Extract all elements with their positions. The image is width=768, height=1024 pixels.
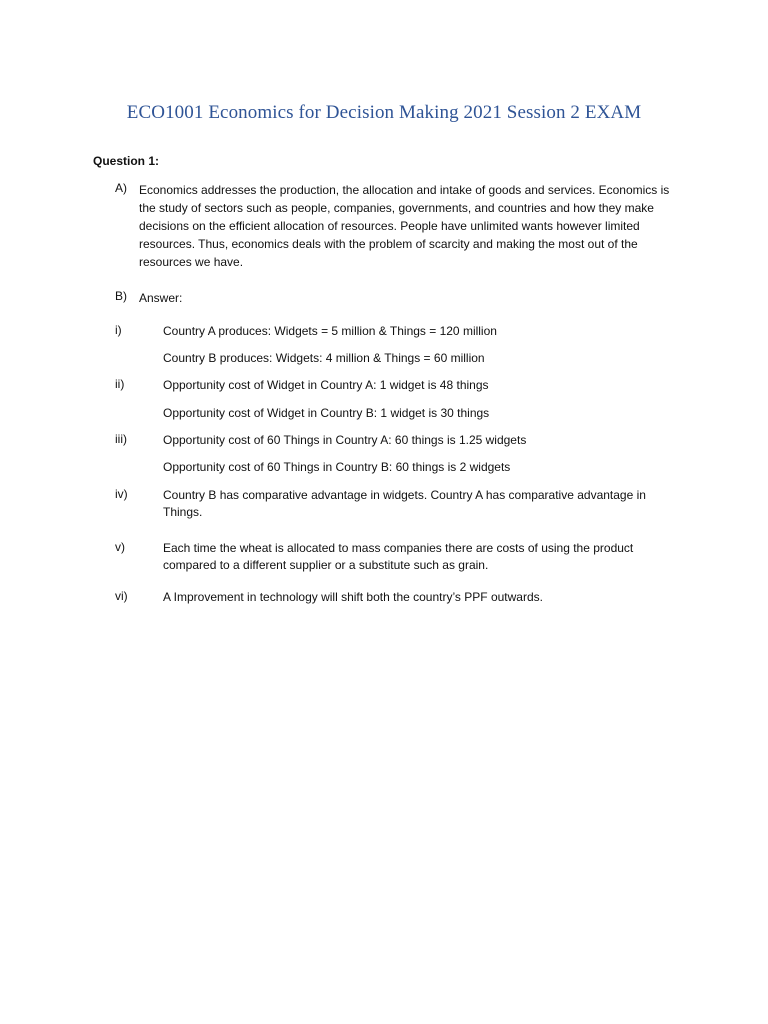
item-number: ii) bbox=[115, 377, 125, 391]
item-line: Opportunity cost of Widget in Country A: 1 widget is 48 things bbox=[163, 378, 489, 392]
part-a-marker: A) bbox=[115, 181, 127, 195]
document-title: ECO1001 Economics for Decision Making 2021 Session 2 EXAM bbox=[126, 102, 642, 123]
item-number: iii) bbox=[115, 432, 127, 446]
part-a-text: Economics addresses the production, the allocation and intake of goods and services. Economics is the study of sectors such as people, companies, governments, and countries and how they make decisions on the efficient allocation of resources. People have unlimited wants however limited resources. Thus, economics deals with the problem of scarcity and making the most out of the resources we have. bbox=[139, 183, 670, 269]
question-heading: Question 1: bbox=[93, 154, 160, 168]
item-line: A Improvement in technology will shift both the country’s PPF outwards. bbox=[163, 590, 543, 604]
part-b-marker: B) bbox=[115, 289, 127, 303]
item-line: Opportunity cost of 60 Things in Country A: 60 things is 1.25 widgets bbox=[163, 433, 527, 447]
item-line: Opportunity cost of Widget in Country B: 1 widget is 30 things bbox=[163, 406, 490, 420]
item-line: Opportunity cost of 60 Things in Country B: 60 things is 2 widgets bbox=[163, 460, 511, 474]
item-number: iv) bbox=[115, 487, 128, 501]
item-line: Country A produces: Widgets = 5 million & Things = 120 million bbox=[163, 324, 497, 338]
item-line: Country B produces: Widgets: 4 million & Things = 60 million bbox=[163, 351, 485, 365]
item-line: Each time the wheat is allocated to mass companies there are costs of using the product compared to a different supplier or a substitute such as grain. bbox=[163, 541, 634, 572]
part-b-text: Answer: bbox=[139, 291, 183, 305]
item-number: i) bbox=[115, 323, 122, 337]
item-line: Country B has comparative advantage in widgets. Country A has comparative advantage in Things. bbox=[163, 488, 646, 519]
item-number: v) bbox=[115, 540, 125, 554]
item-number: vi) bbox=[115, 589, 128, 603]
